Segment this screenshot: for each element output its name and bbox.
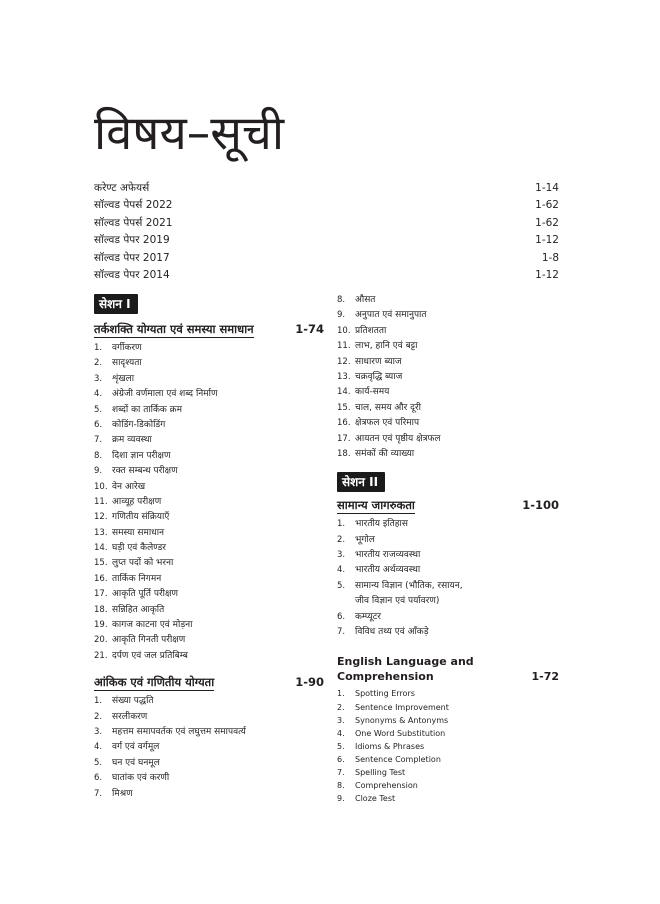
list-item-number: 1.: [337, 689, 345, 699]
list-item: [94, 495, 324, 510]
list-item-text: भारतीय अर्थव्यवस्था: [355, 565, 421, 576]
top-list-pages: 1-14: [535, 182, 559, 194]
list-item-number: 18.: [94, 604, 108, 615]
list-item-text: समंकों की व्याख्या: [355, 448, 415, 459]
list-item-number: 1.: [94, 696, 103, 707]
list-item-text: भारतीय इतिहास: [355, 519, 408, 530]
list-item-number: 13.: [337, 371, 351, 382]
list-item-text: गणितीय संक्रियाएँ: [112, 512, 170, 523]
list-item-number: 8.: [94, 450, 103, 461]
english-heading: [337, 655, 559, 684]
list-item-text: घन एवं घनमूल: [112, 757, 160, 768]
reasoning-heading: [94, 321, 324, 338]
list-item-text: घड़ी एवं कैलेण्डर: [112, 543, 166, 554]
top-list-label: सॉल्वड पेपर 2014: [94, 268, 170, 281]
list-item-number: 5.: [337, 741, 345, 751]
list-item: [94, 480, 324, 495]
list-item-text: अंग्रेजी वर्णमाला एवं शब्द निर्माण: [112, 389, 218, 400]
list-item: [337, 548, 559, 563]
list-item-number: [337, 594, 355, 609]
list-item-text: आव्यूह परीक्षण: [112, 496, 162, 507]
list-item: [337, 432, 559, 447]
list-item-text: क्रम व्यवस्था: [112, 435, 152, 446]
top-list-row: [94, 250, 559, 267]
list-item-text: Spelling Test: [355, 767, 406, 777]
list-item-text: वर्गीकरण: [112, 343, 142, 353]
list-item: [94, 710, 324, 725]
list-item: [94, 526, 324, 541]
top-list-pages: 1-8: [541, 251, 559, 264]
list-item: [94, 740, 324, 755]
list-item: [337, 753, 559, 766]
list-item-number: 12.: [337, 356, 351, 367]
list-item-number: 4.: [94, 389, 103, 400]
numerical-heading: [94, 674, 324, 691]
numerical-list-part1: [94, 694, 324, 802]
list-item-number: 11.: [94, 496, 108, 507]
list-item: [337, 779, 559, 792]
list-item-text: सरलीकरण: [112, 711, 148, 722]
list-item-number: 16.: [337, 418, 351, 429]
list-item-text: भूगोल: [355, 534, 375, 545]
list-item-number: 6.: [94, 419, 103, 430]
list-item: [337, 339, 559, 354]
list-item: [94, 649, 324, 664]
list-item: [337, 594, 559, 609]
list-item-text: Idioms & Phrases: [355, 741, 425, 751]
list-item-text: आकृति गिनती परीक्षण: [112, 635, 186, 646]
gk-heading-text: सामान्य जागरुकता: [337, 498, 415, 513]
top-list-row: [94, 215, 559, 232]
numerical-heading-text: आंकिक एवं गणितीय योग्यता: [94, 675, 215, 690]
list-item-text: घातांक एवं करणी: [112, 773, 170, 784]
list-item-text: Cloze Test: [355, 794, 396, 804]
list-item: [337, 324, 559, 339]
list-item-number: 1.: [337, 519, 346, 530]
list-item-number: 9.: [337, 794, 345, 804]
list-item-text: सन्निहित आकृति: [112, 604, 165, 615]
list-item: [94, 725, 324, 740]
list-item-text: तार्किक निगमन: [112, 573, 162, 584]
numerical-pages: 1-90: [295, 675, 324, 690]
list-item-number: 5.: [94, 404, 103, 415]
list-item-number: 21.: [94, 650, 108, 661]
list-item-text: प्रतिशतता: [355, 325, 387, 336]
list-item: [337, 416, 559, 431]
list-item-number: 4.: [337, 728, 345, 738]
list-item-number: 20.: [94, 635, 108, 646]
list-item: [94, 418, 324, 433]
list-item: [337, 625, 559, 640]
list-item-text: आकृति पूर्ति परीक्षण: [112, 589, 178, 600]
list-item-text: जीव विज्ञान एवं पर्यावरण): [355, 596, 440, 607]
list-item: [337, 766, 559, 779]
list-item-number: 14.: [94, 543, 108, 554]
list-item-text: Spotting Errors: [355, 689, 415, 699]
list-item: [337, 401, 559, 416]
list-item-number: 19.: [94, 620, 108, 631]
list-item: [94, 356, 324, 371]
list-item-text: महत्तम समापवर्तक एवं लघुत्तम समापवर्त्य: [112, 726, 246, 737]
list-item-number: 15.: [94, 558, 108, 569]
top-list-row: [94, 180, 559, 197]
list-item: [337, 740, 559, 753]
gk-list: [337, 517, 559, 640]
list-item-text: दर्पण एवं जल प्रतिबिम्ब: [112, 650, 188, 661]
list-item-text: कार्य-समय: [355, 387, 390, 398]
list-item: [337, 293, 559, 308]
list-item-number: 8.: [337, 295, 346, 305]
list-item-text: शब्दों का तार्किक क्रम: [112, 404, 182, 415]
list-item-number: 18.: [337, 448, 351, 459]
list-item-number: 10.: [94, 481, 108, 492]
list-item: [94, 403, 324, 418]
list-item: [94, 464, 324, 479]
list-item-number: 3.: [337, 550, 346, 561]
list-item: [337, 370, 559, 385]
list-item-text: वर्ग एवं वर्गमूल: [112, 742, 160, 753]
list-item: [94, 756, 324, 771]
list-item-number: 7.: [337, 627, 346, 638]
list-item: [337, 579, 559, 594]
top-list-pages: 1-12: [535, 268, 559, 281]
list-item-number: 5.: [337, 580, 346, 591]
english-heading-line1: English Language and: [337, 655, 474, 669]
list-item-number: 5.: [94, 757, 103, 768]
list-item: [94, 433, 324, 448]
list-item-text: Synonyms & Antonyms: [355, 715, 449, 725]
list-item-text: शृंखला: [112, 373, 135, 384]
list-item-text: औसत: [355, 295, 376, 305]
list-item: [337, 447, 559, 462]
list-item-number: 3.: [337, 715, 345, 725]
list-item: [337, 792, 559, 805]
top-list-pages: 1-62: [535, 199, 559, 212]
list-item-text: लुप्त पदों को भरना: [112, 558, 174, 569]
list-item: [94, 372, 324, 387]
list-item-text: समस्या समाधान: [112, 527, 165, 538]
list-item-text: One Word Substitution: [355, 728, 446, 738]
list-item: [337, 308, 559, 323]
top-list-row: [94, 267, 559, 284]
list-item-text: साधारण ब्याज: [355, 356, 402, 367]
page-title: विषय–सूची: [94, 106, 285, 161]
list-item-number: 17.: [94, 589, 108, 600]
list-item: [94, 633, 324, 648]
list-item-number: 3.: [94, 373, 103, 384]
english-heading-line2: Comprehension: [337, 669, 434, 683]
list-item-text: कम्प्यूटर: [355, 611, 381, 622]
list-item: [337, 533, 559, 548]
list-item: [94, 541, 324, 556]
list-item-number: 2.: [94, 358, 103, 369]
list-item-text: चक्रवृद्धि ब्याज: [355, 371, 403, 382]
list-item-text: Sentence Completion: [355, 754, 441, 764]
list-item-number: 8.: [337, 781, 345, 791]
list-item-text: मिश्रण: [112, 788, 133, 799]
list-item-number: 1.: [94, 343, 103, 353]
list-item-text: संख्या पद्धति: [112, 696, 154, 707]
list-item: [94, 618, 324, 633]
top-list-pages: 1-12: [535, 234, 559, 247]
reasoning-pages: 1-74: [295, 322, 324, 336]
list-item: [337, 727, 559, 740]
top-list-label: सॉल्वड पेपर 2019: [94, 234, 170, 247]
list-item-number: 4.: [94, 742, 103, 753]
list-item-number: 12.: [94, 512, 108, 523]
list-item-text: भारतीय राजव्यवस्था: [355, 550, 421, 561]
reasoning-list: [94, 341, 324, 664]
list-item: [337, 610, 559, 625]
left-column: [94, 293, 324, 802]
top-list-label: करेण्ट अफेयर्स: [94, 182, 150, 194]
list-item: [94, 587, 324, 602]
gk-pages: 1-100: [522, 498, 559, 513]
top-list-label: सॉल्वड पेपर 2017: [94, 251, 170, 264]
reasoning-heading-text: तर्कशक्ति योग्यता एवं समस्या समाधान: [94, 322, 254, 336]
list-item-text: Comprehension: [355, 781, 418, 791]
english-pages: 1-72: [531, 669, 559, 683]
list-item-number: 4.: [337, 565, 346, 576]
list-item-text: दिशा ज्ञान परीक्षण: [112, 450, 171, 461]
top-list-row: [94, 197, 559, 214]
list-item-number: 2.: [337, 702, 345, 712]
list-item-text: अनुपात एवं समानुपात: [355, 310, 427, 321]
list-item-text: सामान्य विज्ञान (भौतिक, रसायन,: [355, 580, 463, 591]
list-item-text: लाभ, हानि एवं बट्टा: [355, 341, 418, 352]
list-item: [94, 449, 324, 464]
list-item-text: चाल, समय और दूरी: [355, 402, 421, 413]
list-item: [337, 517, 559, 532]
list-item: [337, 355, 559, 370]
top-list-pages: 1-62: [535, 216, 559, 229]
list-item: [94, 387, 324, 402]
list-item-number: 6.: [337, 611, 346, 622]
list-item-text: कोडिंग-डिकोडिंग: [112, 419, 166, 430]
list-item: [94, 572, 324, 587]
list-item: [337, 687, 559, 700]
list-item-text: सादृश्यता: [112, 358, 142, 369]
list-item-text: विविध तथ्य एवं आँकड़े: [355, 627, 429, 638]
top-list-label: सॉल्वड पेपर्स 2022: [94, 199, 173, 212]
gk-heading: [337, 497, 559, 514]
list-item: [94, 510, 324, 525]
list-item-number: 14.: [337, 387, 351, 398]
list-item-text: Sentence Improvement: [355, 702, 449, 712]
list-item-text: आयतन एवं पृष्ठीय क्षेत्रफल: [355, 433, 441, 444]
top-list-row: [94, 232, 559, 249]
list-item-number: 2.: [94, 711, 103, 722]
list-item: [337, 385, 559, 400]
top-list: [94, 180, 559, 284]
list-item-number: 7.: [94, 788, 103, 799]
list-item: [94, 694, 324, 709]
list-item-number: 2.: [337, 534, 346, 545]
list-item-number: 3.: [94, 726, 103, 737]
list-item-text: वेन आरेख: [112, 481, 146, 492]
session-2-badge: सेशन II: [337, 472, 385, 492]
list-item-number: 11.: [337, 341, 351, 352]
list-item: [337, 714, 559, 727]
list-item: [94, 341, 324, 356]
list-item-number: 15.: [337, 402, 351, 413]
list-item-text: क्षेत्रफल एवं परिमाप: [355, 418, 420, 429]
list-item-text: रक्त सम्बन्ध परीक्षण: [112, 466, 178, 477]
english-list: [337, 687, 559, 805]
list-item: [94, 771, 324, 786]
list-item-number: 10.: [337, 325, 351, 336]
list-item-number: 6.: [94, 773, 103, 784]
list-item-number: 7.: [94, 435, 103, 446]
list-item-text: कागज काटना एवं मोड़ना: [112, 620, 193, 631]
list-item: [94, 787, 324, 802]
list-item: [94, 556, 324, 571]
session-1-badge: सेशन I: [94, 294, 138, 314]
list-item: [337, 701, 559, 714]
list-item-number: 6.: [337, 754, 345, 764]
top-list-label: सॉल्वड पेपर्स 2021: [94, 216, 173, 229]
list-item-number: 9.: [337, 310, 346, 321]
list-item-number: 17.: [337, 433, 351, 444]
list-item-number: 9.: [94, 466, 103, 477]
list-item-number: 16.: [94, 573, 108, 584]
right-column: [337, 293, 559, 805]
list-item: [337, 563, 559, 578]
list-item-number: 7.: [337, 767, 345, 777]
list-item: [94, 603, 324, 618]
numerical-list-part2: [337, 293, 559, 462]
list-item-number: 13.: [94, 527, 108, 538]
